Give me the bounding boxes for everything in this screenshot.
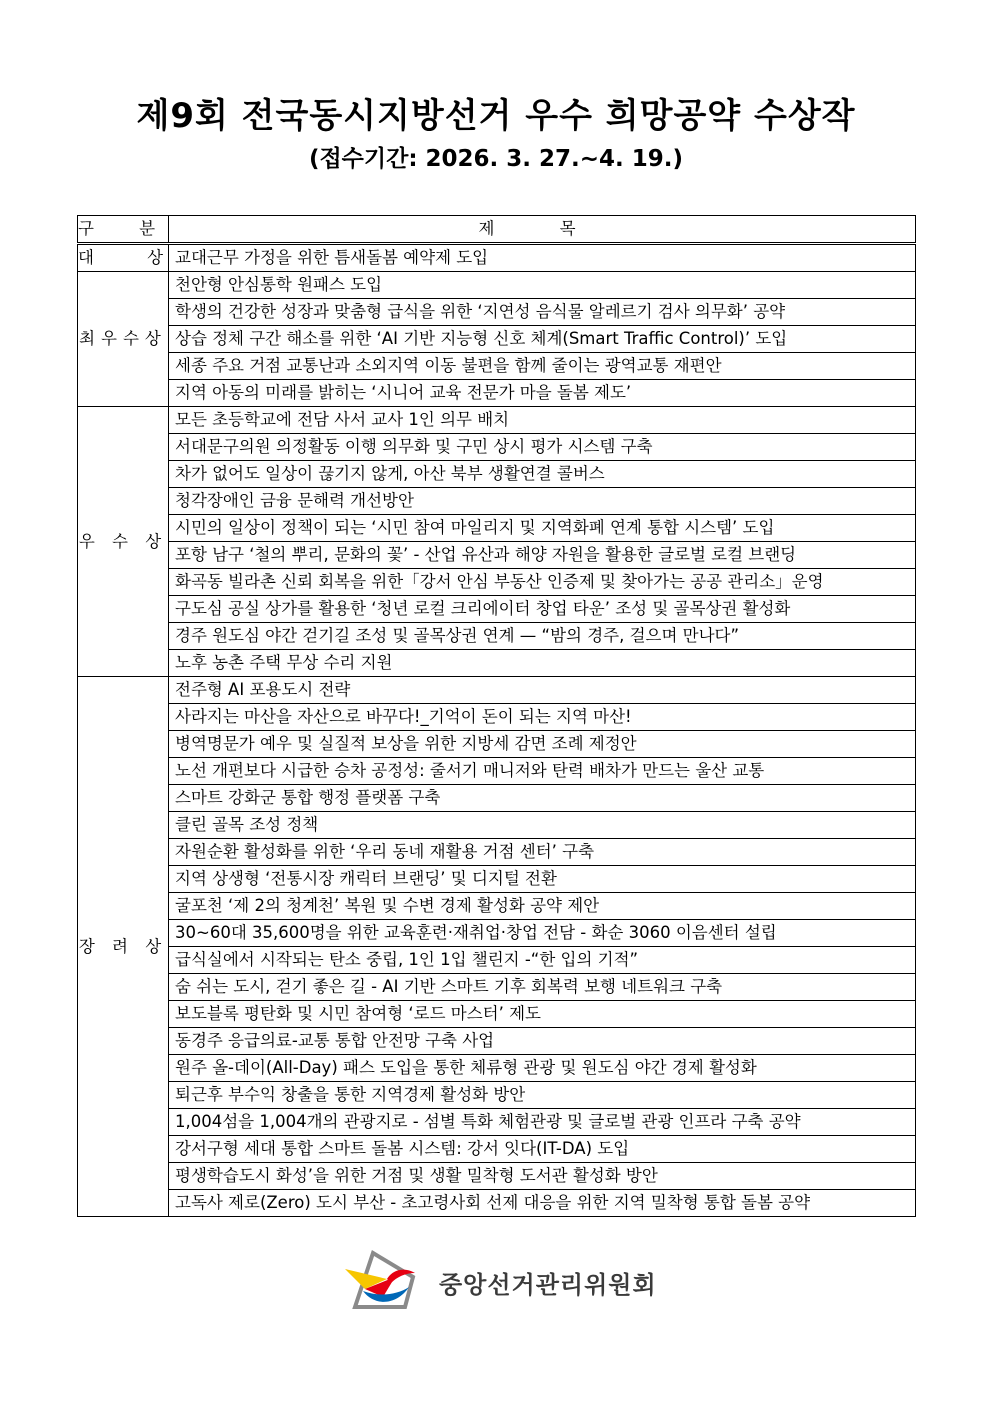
category-cell: 최우수상 (78, 272, 169, 407)
table-row (78, 299, 916, 326)
title-cell: 굴포천 ‘제 2의 청계천’ 복원 및 수변 경제 활성화 공약 제안 (169, 893, 916, 920)
title-cell: 노선 개편보다 시급한 승차 공정성: 줄서기 매니저와 탄력 배차가 만드는 울산 교통 (169, 758, 916, 785)
title-cell: 퇴근후 부수익 창출을 통한 지역경제 활성화 방안 (169, 1082, 916, 1109)
table-row (78, 515, 916, 542)
table-row (78, 650, 916, 677)
title-cell: 숨 쉬는 도시, 걷기 좋은 길 - AI 기반 스마트 기후 회복력 보행 네트워크 구축 (169, 974, 916, 1001)
category-cell: 우 수 상 (78, 407, 169, 677)
table-row (78, 704, 916, 731)
header-category: 구 분 (78, 216, 169, 244)
title-cell: 전주형 AI 포용도시 전략 (169, 677, 916, 704)
title-cell: 화곡동 빌라촌 신뢰 회복을 위한「강서 안심 부동산 인증제 및 찾아가는 공공 관리소」운영 (169, 569, 916, 596)
table-row (78, 839, 916, 866)
category-cell: 대 상 (78, 244, 169, 272)
table-row (78, 569, 916, 596)
title-cell: 동경주 응급의료-교통 통합 안전망 구축 사업 (169, 1028, 916, 1055)
title-cell: 경주 원도심 야간 걷기길 조성 및 골목상권 연계 — “밤의 경주, 걸으며 만나다” (169, 623, 916, 650)
page-subtitle: (접수기간: 2026. 3. 27.~4. 19.) (308, 146, 684, 172)
table-row (78, 1055, 916, 1082)
table-row (78, 596, 916, 623)
table-row (78, 1190, 916, 1217)
title-cell: 상습 정체 구간 해소를 위한 ‘AI 기반 지능형 신호 체계(Smart Traffic Control)’ 도입 (169, 326, 916, 353)
table-row (78, 407, 916, 434)
table-row (78, 947, 916, 974)
table-row (78, 893, 916, 920)
organization-name: 중앙선거관리위원회 (439, 1271, 657, 1299)
title-cell: 세종 주요 거점 교통난과 소외지역 이동 불편을 함께 줄이는 광역교통 재편안 (169, 353, 916, 380)
table-row (78, 677, 916, 704)
table-row (78, 758, 916, 785)
header-title: 제 목 (169, 216, 916, 244)
awards-table (77, 215, 916, 1217)
title-cell: 고독사 제로(Zero) 도시 부산 - 초고령사회 선제 대응을 위한 지역 밀착형 통합 돌봄 공약 (169, 1190, 916, 1217)
table-row (78, 866, 916, 893)
title-cell: 30~60대 35,600명을 위한 교육훈련·재취업·창업 전담 - 화순 3060 이음센터 설립 (169, 920, 916, 947)
table-row (78, 785, 916, 812)
title-cell: 강서구형 세대 통합 스마트 돌봄 시스템: 강서 잇다(IT-DA) 도입 (169, 1136, 916, 1163)
title-cell: 천안형 안심통학 원패스 도입 (169, 272, 916, 299)
table-row (78, 920, 916, 947)
table-row (78, 542, 916, 569)
title-cell: 모든 초등학교에 전담 사서 교사 1인 의무 배치 (169, 407, 916, 434)
title-cell: 교대근무 가정을 위한 틈새돌봄 예약제 도입 (169, 244, 916, 272)
category-cell: 장 려 상 (78, 677, 169, 1217)
title-cell: 보도블록 평탄화 및 시민 참여형 ‘로드 마스터’ 제도 (169, 1001, 916, 1028)
footer (335, 1247, 695, 1313)
title-cell: 서대문구의원 의정활동 이행 의무화 및 구민 상시 평가 시스템 구축 (169, 434, 916, 461)
table-row (78, 380, 916, 407)
title-cell: 사라지는 마산을 자산으로 바꾸다!_기억이 돈이 되는 지역 마산! (169, 704, 916, 731)
title-cell: 1,004섬을 1,004개의 관광지로 - 섬별 특화 체험관광 및 글로벌 관광 인프라 구축 공약 (169, 1109, 916, 1136)
title-cell: 병역명문가 예우 및 실질적 보상을 위한 지방세 감면 조례 제정안 (169, 731, 916, 758)
table-row (78, 1082, 916, 1109)
table-row (78, 812, 916, 839)
title-cell: 시민의 일상이 정책이 되는 ‘시민 참여 마일리지 및 지역화폐 연계 통합 시스템’ 도입 (169, 515, 916, 542)
title-cell: 지역 상생형 ‘전통시장 캐릭터 브랜딩’ 및 디지털 전환 (169, 866, 916, 893)
title-cell: 클린 골목 조성 정책 (169, 812, 916, 839)
table-row (78, 1163, 916, 1190)
nec-logo-icon (335, 1247, 435, 1313)
table-row (78, 434, 916, 461)
table-row (78, 272, 916, 299)
table-row (78, 353, 916, 380)
title-cell: 노후 농촌 주택 무상 수리 지원 (169, 650, 916, 677)
title-cell: 원주 올-데이(All-Day) 패스 도입을 통한 체류형 관광 및 원도심 야간 경제 활성화 (169, 1055, 916, 1082)
title-cell: 차가 없어도 일상이 끊기지 않게, 아산 북부 생활연결 콜버스 (169, 461, 916, 488)
title-cell: 지역 아동의 미래를 밝히는 ‘시니어 교육 전문가 마을 돌봄 제도’ (169, 380, 916, 407)
table-header-row (78, 216, 916, 244)
title-cell: 학생의 건강한 성장과 맞춤형 급식을 위한 ‘지연성 음식물 알레르기 검사 의무화’ 공약 (169, 299, 916, 326)
table-row (78, 1109, 916, 1136)
table-row (78, 731, 916, 758)
title-cell: 청각장애인 금융 문해력 개선방안 (169, 488, 916, 515)
title-cell: 급식실에서 시작되는 탄소 중립, 1인 1입 챌린지 -“한 입의 기적” (169, 947, 916, 974)
table-row (78, 623, 916, 650)
title-cell: 포항 남구 ‘철의 뿌리, 문화의 꽃’ - 산업 유산과 해양 자원을 활용한 글로벌 로컬 브랜딩 (169, 542, 916, 569)
title-cell: 평생학습도시 화성’을 위한 거점 및 생활 밀착형 도서관 활성화 방안 (169, 1163, 916, 1190)
table-row (78, 1136, 916, 1163)
title-cell: 구도심 공실 상가를 활용한 ‘청년 로컬 크리에이터 창업 타운’ 조성 및 골목상권 활성화 (169, 596, 916, 623)
title-cell: 자원순환 활성화를 위한 ‘우리 동네 재활용 거점 센터’ 구축 (169, 839, 916, 866)
table-row (78, 974, 916, 1001)
table-row (78, 1028, 916, 1055)
table-row (78, 1001, 916, 1028)
table-row (78, 244, 916, 272)
title-cell: 스마트 강화군 통합 행정 플랫폼 구축 (169, 785, 916, 812)
table-row (78, 326, 916, 353)
page-title: 제9회 전국동시지방선거 우수 희망공약 수상작 (136, 96, 856, 136)
table-row (78, 461, 916, 488)
table-row (78, 488, 916, 515)
